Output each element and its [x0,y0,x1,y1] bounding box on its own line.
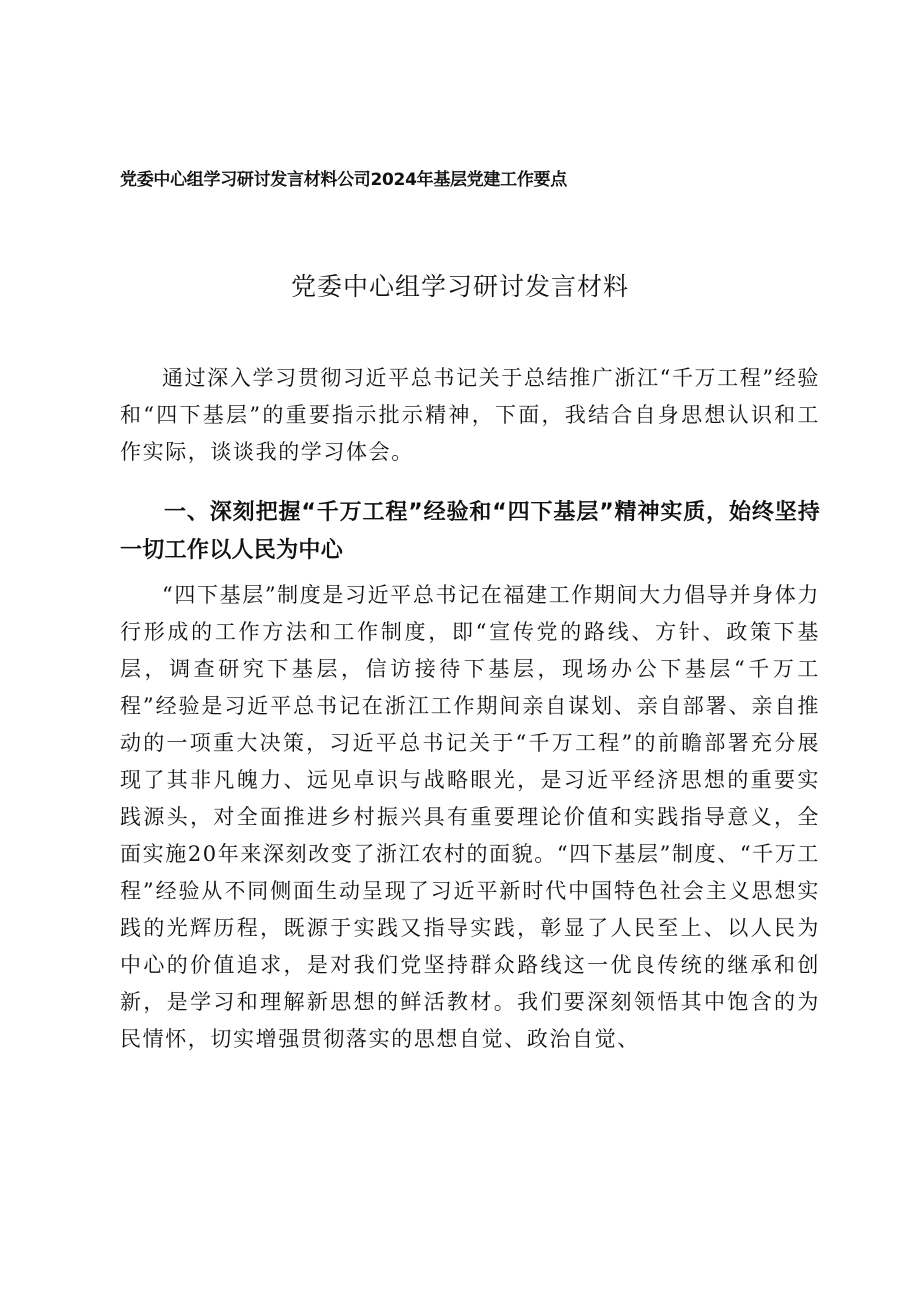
intro-paragraph: 通过深入学习贯彻习近平总书记关于总结推广浙江“千万工程”经验和“四下基层”的重要指示批示精神，下面，我结合自身思想认识和工作实际，谈谈我的学习体会。 [120,366,820,464]
section-heading: 一、深刻把握“千万工程”经验和“四下基层”精神实质，始终坚持一切工作以人民为中心 [120,500,820,563]
document-title: 党委中心组学习研讨发言材料 [290,272,629,301]
body-paragraph: “四下基层”制度是习近平总书记在福建工作期间大力倡导并身体力行形成的工作方法和工作制度，即“宣传党的路线、方针、政策下基层，调查研究下基层，信访接待下基层，现场办公下基层“千万工程”经验是习近平总书记在浙江工作期间亲自谋划、亲自部署、亲自推动的一项重大决策，习近平总书记关于“千万工程”的前瞻部署充分展现了其非凡魄力、远见卓识与战略眼光，是习近平经济思想的重要实践源头，对全面推进乡村振兴具有重要理论价值和实践指导意义，全面实施20年来深刻改变了浙江农村的面貌。“四下基层”制度、“千万工程”经验从不同侧面生动呈现了习近平新时代中国特色社会主义思想实践的光辉历程，既源于实践又指导实践，彰显了人民至上、以人民为中心的价值追求，是对我们党坚持群众路线这一优良传统的继承和创新，是学习和理解新思想的鲜活教材。我们要深刻领悟其中饱含的为民情怀，切实增强贯彻落实的思想自觉、政治自觉、 [120,583,820,1051]
document-header: 党委中心组学习研讨发言材料公司2024年基层党建工作要点 [120,170,567,190]
